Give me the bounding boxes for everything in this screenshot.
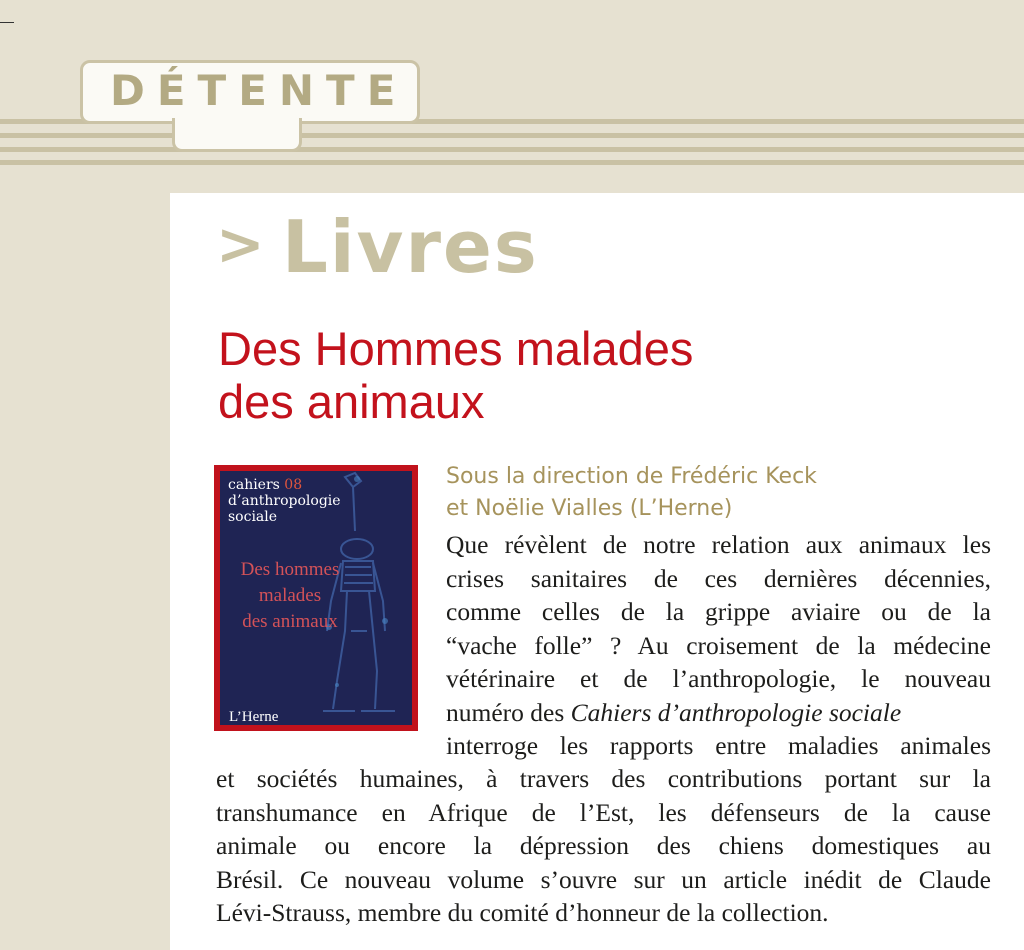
section-title: Livres bbox=[282, 205, 539, 289]
journal-title: Cahiers d’anthropologie sociale bbox=[570, 697, 902, 727]
section-tab-notch bbox=[172, 118, 302, 152]
body-line: animale ou encore la dépression des chiens domestiques au bbox=[216, 831, 991, 860]
body-line: vétérinaire et de l’anthropologie, le nouveau bbox=[446, 664, 991, 693]
body-line: transhumance en Afrique de l’Est, les défenseurs de la cause bbox=[216, 797, 991, 827]
headline-line: des animaux bbox=[218, 375, 485, 428]
section-tab-label: DÉTENTE bbox=[110, 66, 408, 115]
body-line: Lévi-Strauss, membre du comité d’honneur de la collection. bbox=[216, 898, 829, 927]
body-line: “vache folle” ? Au croisement de la médecine bbox=[446, 630, 991, 660]
body-line: Que révèlent de notre relation aux animaux les bbox=[446, 530, 991, 559]
cover-title-line: Des hommes bbox=[240, 559, 340, 580]
cover-publisher: L’Herne bbox=[229, 709, 279, 725]
section-arrow: > bbox=[216, 210, 265, 278]
cover-title-line: des animaux bbox=[242, 611, 338, 632]
body-line: Brésil. Ce nouveau volume s’ouvre sur un article inédit de Claude bbox=[216, 864, 991, 894]
body-line: comme celles de la grippe aviaire ou de la bbox=[446, 597, 991, 626]
crop-mark bbox=[0, 22, 14, 23]
article-body-full bbox=[216, 762, 991, 930]
cover-series-line: sociale bbox=[228, 509, 278, 525]
headline-line: Des Hommes malades bbox=[218, 322, 694, 375]
byline-line: Sous la direction de Frédéric Keck bbox=[446, 464, 817, 489]
article-byline bbox=[446, 461, 817, 525]
cover-series-title bbox=[228, 477, 341, 525]
cover-series-line: d’anthropologie bbox=[228, 493, 341, 509]
header-stripes bbox=[0, 119, 1024, 169]
body-text-span: numéro des bbox=[446, 697, 571, 727]
cover-book-title bbox=[230, 557, 350, 635]
body-line: interroge les rapports entre maladies animales bbox=[446, 731, 991, 760]
byline-line: et Noëlie Vialles (L’Herne) bbox=[446, 496, 733, 521]
body-line: crises sanitaires de ces dernières décennies, bbox=[446, 563, 991, 593]
cover-series-number: 08 bbox=[284, 477, 303, 493]
cover-series-word: cahiers bbox=[228, 477, 285, 493]
book-cover-art bbox=[220, 471, 412, 725]
article-headline bbox=[218, 322, 918, 428]
body-line: et sociétés humaines, à travers des contributions portant sur la bbox=[216, 764, 991, 793]
book-cover bbox=[214, 465, 418, 731]
article-body-wrapped bbox=[446, 528, 991, 763]
cover-title-line: malades bbox=[258, 585, 322, 606]
body-line bbox=[446, 696, 991, 730]
